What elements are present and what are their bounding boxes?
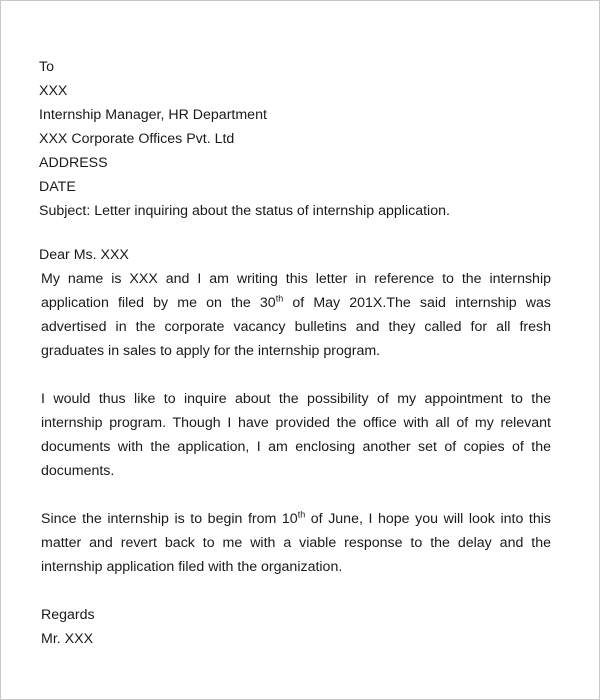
letter-body — [41, 267, 551, 579]
closing-block — [41, 603, 551, 651]
paragraph-2-text: I would thus like to inquire about the possibility of my appointment to the internship program. Though I have provided the office with all of my relevant documents with the application, I am enclosing another set of copies of the documents. — [41, 391, 551, 479]
paragraph-3-text-start: Since the internship is to begin from 10 — [41, 511, 298, 527]
paragraph-3 — [41, 507, 551, 579]
paragraph-1-text-start: My name is XXX and I am writing this letter in reference to the internship application filed by me on the 30 — [41, 271, 551, 311]
subject-line: Subject: Letter inquiring about the status of internship application. — [39, 203, 450, 219]
regards-line: Regards — [41, 607, 95, 623]
paragraph-2 — [41, 387, 551, 483]
ordinal-suffix: th — [297, 509, 306, 520]
to-label: To — [39, 59, 54, 75]
recipient-name: XXX — [39, 83, 68, 99]
date-line: DATE — [39, 179, 76, 195]
paragraph-3-text-end: of June, I hope you will look into this matter and revert back to me with a viable response to the delay and the internship application filed with the organization. — [41, 511, 551, 575]
address-line: ADDRESS — [39, 155, 108, 171]
letter — [39, 55, 551, 651]
salutation: Dear Ms. XXX — [39, 247, 129, 263]
recipient-title: Internship Manager, HR Department — [39, 107, 267, 123]
recipient-block — [39, 55, 551, 223]
paragraph-1 — [41, 267, 551, 363]
ordinal-suffix: th — [275, 293, 284, 304]
paragraph-1-text-end: of May 201X.The said internship was advertised in the corporate vacancy bulletins and they called for all fresh graduates in sales to apply for the internship program. — [41, 295, 551, 359]
signature-line: Mr. XXX — [41, 631, 94, 647]
company-name: XXX Corporate Offices Pvt. Ltd — [39, 131, 235, 147]
